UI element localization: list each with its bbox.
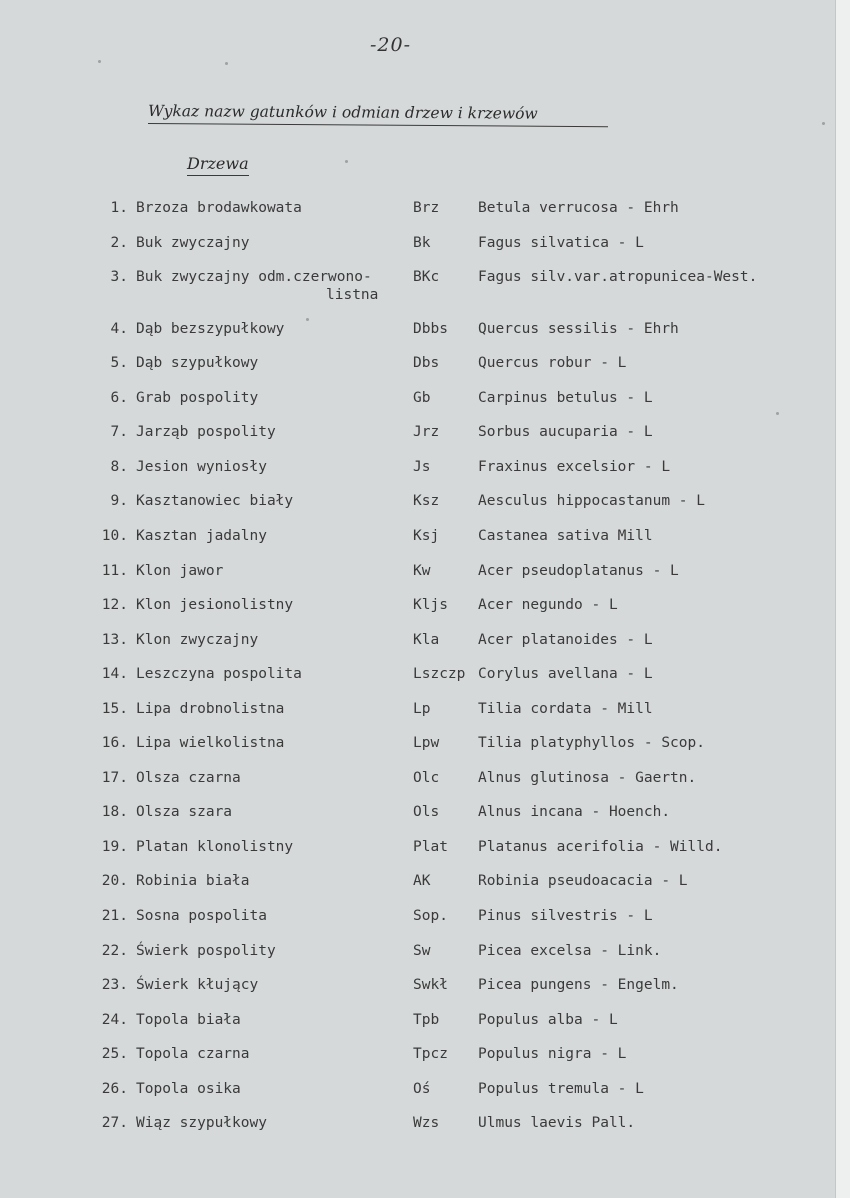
polish-name: Klon jawor bbox=[136, 562, 224, 579]
latin-name: Quercus robur - L bbox=[478, 355, 627, 372]
abbreviation: Jrz bbox=[413, 424, 440, 441]
item-number: 11. bbox=[101, 562, 128, 579]
paper-speck bbox=[98, 60, 101, 63]
item-number: 20. bbox=[101, 873, 128, 890]
latin-name: Robinia pseudoacacia - L bbox=[478, 873, 688, 890]
paper-speck bbox=[345, 160, 348, 163]
item-number: 15. bbox=[101, 700, 128, 717]
polish-name: Buk zwyczajny bbox=[136, 234, 250, 251]
polish-name: Topola biała bbox=[136, 1011, 241, 1028]
abbreviation: Lpw bbox=[413, 735, 440, 752]
latin-name: Fagus silv.var.atropunicea-West. bbox=[478, 269, 758, 286]
latin-name: Tilia platyphyllos - Scop. bbox=[478, 735, 705, 752]
polish-name: Kasztan jadalny bbox=[136, 527, 267, 544]
abbreviation: Swkł bbox=[413, 977, 448, 994]
row-3-continuation: listna bbox=[326, 287, 379, 304]
item-number: 18. bbox=[101, 804, 128, 821]
polish-name: Dąb szypułkowy bbox=[136, 355, 259, 372]
item-number: 5. bbox=[110, 355, 128, 372]
item-number: 22. bbox=[101, 942, 128, 959]
latin-name: Betula verrucosa - Ehrh bbox=[478, 200, 679, 216]
polish-name: Platan klonolistny bbox=[136, 838, 294, 855]
abbreviation: Lszczp bbox=[413, 666, 466, 683]
abbreviation: Ols bbox=[413, 804, 440, 821]
abbreviation: Kljs bbox=[413, 597, 448, 614]
latin-name: Alnus glutinosa - Gaertn. bbox=[478, 769, 697, 786]
latin-name: Picea pungens - Engelm. bbox=[478, 977, 679, 994]
item-number: 7. bbox=[110, 424, 128, 441]
abbreviation: Brz bbox=[413, 200, 440, 216]
item-number: 17. bbox=[101, 769, 128, 786]
item-number: 10. bbox=[101, 527, 128, 544]
abbreviation: Kw bbox=[413, 562, 431, 579]
abbreviation: Tpb bbox=[413, 1011, 440, 1028]
latin-name: Pinus silvestris - L bbox=[478, 908, 653, 924]
abbreviation: Gb bbox=[413, 389, 431, 406]
polish-name: Leszczyna pospolita bbox=[136, 666, 302, 683]
latin-name: Corylus avellana - L bbox=[478, 666, 653, 683]
latin-name: Tilia cordata - Mill bbox=[478, 700, 653, 717]
polish-name: Topola osika bbox=[136, 1080, 241, 1097]
item-number: 4. bbox=[110, 320, 128, 337]
item-number: 8. bbox=[110, 458, 128, 475]
latin-name: Fagus silvatica - L bbox=[478, 234, 644, 251]
page-edge bbox=[835, 0, 850, 1198]
paper-speck bbox=[822, 122, 825, 125]
item-number: 2. bbox=[110, 234, 128, 251]
page-number: -20- bbox=[370, 34, 412, 56]
latin-name: Picea excelsa - Link. bbox=[478, 942, 662, 959]
polish-name: Klon zwyczajny bbox=[136, 631, 259, 648]
latin-name: Populus nigra - L bbox=[478, 1046, 627, 1063]
abbreviation: Sw bbox=[413, 942, 431, 959]
polish-name: Kasztanowiec biały bbox=[136, 493, 294, 510]
item-number: 25. bbox=[101, 1046, 128, 1063]
polish-name: Lipa drobnolistna bbox=[136, 700, 285, 717]
polish-name: Buk zwyczajny odm.czerwono- bbox=[136, 269, 372, 286]
latin-name: Acer platanoides - L bbox=[478, 631, 653, 648]
item-number: 21. bbox=[101, 908, 128, 924]
abbreviation: Dbbs bbox=[413, 320, 448, 337]
polish-name: Świerk kłujący bbox=[136, 977, 259, 994]
item-number: 23. bbox=[101, 977, 128, 994]
abbreviation: Olc bbox=[413, 769, 440, 786]
latin-name: Platanus acerifolia - Willd. bbox=[478, 838, 723, 855]
paper-speck bbox=[306, 318, 309, 321]
abbreviation: Bk bbox=[413, 234, 431, 251]
section-heading: Drzewa bbox=[187, 154, 249, 176]
polish-name: Świerk pospolity bbox=[136, 942, 276, 959]
abbreviation: Wzs bbox=[413, 1115, 440, 1132]
abbreviation: Ksj bbox=[413, 527, 440, 544]
latin-name: Quercus sessilis - Ehrh bbox=[478, 320, 679, 337]
latin-name: Aesculus hippocastanum - L bbox=[478, 493, 705, 510]
item-number: 6. bbox=[110, 389, 128, 406]
latin-name: Sorbus aucuparia - L bbox=[478, 424, 653, 441]
abbreviation: Oś bbox=[413, 1080, 431, 1097]
item-number: 27. bbox=[101, 1115, 128, 1132]
latin-name: Populus alba - L bbox=[478, 1011, 618, 1028]
polish-name: Olsza czarna bbox=[136, 769, 241, 786]
polish-name: Brzoza brodawkowata bbox=[136, 200, 302, 216]
item-number: 24. bbox=[101, 1011, 128, 1028]
polish-name: Klon jesionolistny bbox=[136, 597, 294, 614]
polish-name: Jesion wyniosły bbox=[136, 458, 267, 475]
latin-name: Fraxinus excelsior - L bbox=[478, 458, 671, 475]
abbreviation: Dbs bbox=[413, 355, 440, 372]
abbreviation: Ksz bbox=[413, 493, 440, 510]
abbreviation: BKc bbox=[413, 269, 440, 286]
latin-name: Castanea sativa Mill bbox=[478, 527, 653, 544]
item-number: 26. bbox=[101, 1080, 128, 1097]
latin-name: Populus tremula - L bbox=[478, 1080, 644, 1097]
abbreviation: AK bbox=[413, 873, 431, 890]
polish-name: Wiąz szypułkowy bbox=[136, 1115, 267, 1132]
polish-name: Sosna pospolita bbox=[136, 908, 267, 924]
item-number: 12. bbox=[101, 597, 128, 614]
item-number: 1. bbox=[110, 200, 128, 216]
abbreviation: Tpcz bbox=[413, 1046, 448, 1063]
polish-name: Topola czarna bbox=[136, 1046, 250, 1063]
item-number: 3. bbox=[110, 269, 128, 286]
abbreviation: Sop. bbox=[413, 908, 448, 924]
abbreviation: Plat bbox=[413, 838, 448, 855]
polish-name: Olsza szara bbox=[136, 804, 233, 821]
item-number: 14. bbox=[101, 666, 128, 683]
polish-name: Jarząb pospolity bbox=[136, 424, 276, 441]
paper-speck bbox=[776, 412, 779, 415]
abbreviation: Kla bbox=[413, 631, 440, 648]
paper-speck bbox=[225, 62, 228, 65]
item-number: 9. bbox=[110, 493, 128, 510]
latin-name: Acer pseudoplatanus - L bbox=[478, 562, 679, 579]
item-number: 13. bbox=[101, 631, 128, 648]
document-title: Wykaz nazw gatunków i odmian drzew i krzewów bbox=[148, 102, 608, 127]
abbreviation: Lp bbox=[413, 700, 431, 717]
latin-name: Carpinus betulus - L bbox=[478, 389, 653, 406]
polish-name: Lipa wielkolistna bbox=[136, 735, 285, 752]
latin-name: Alnus incana - Hoench. bbox=[478, 804, 671, 821]
latin-name: Acer negundo - L bbox=[478, 597, 618, 614]
polish-name: Grab pospolity bbox=[136, 389, 259, 406]
item-number: 16. bbox=[101, 735, 128, 752]
latin-name: Ulmus laevis Pall. bbox=[478, 1115, 636, 1132]
polish-name: Dąb bezszypułkowy bbox=[136, 320, 285, 337]
polish-name: Robinia biała bbox=[136, 873, 250, 890]
abbreviation: Js bbox=[413, 458, 431, 475]
item-number: 19. bbox=[101, 838, 128, 855]
